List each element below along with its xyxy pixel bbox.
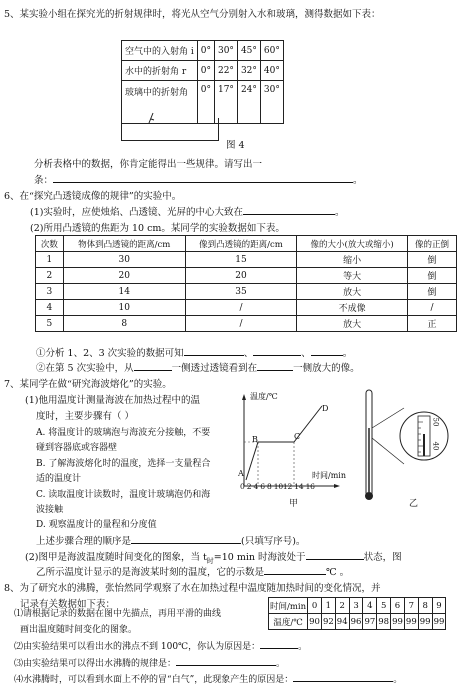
q6-sub2: ②在第 5 次实验中，从 一侧透过透镜看到在 一侧放大的像。 [36,360,360,374]
q7-intro: 7、某同学在做“研究海波熔化”的实验。 [4,379,172,390]
q7-part1-line2: 度时，主要步骤有（ ） [36,411,135,422]
answer-blank[interactable] [264,564,326,575]
table-row: 水中的折射角 r 0° 22° 32° 40° [122,61,284,81]
table-row: 空气中的入射角 i 0° 30° 45° 60° [122,41,284,61]
q7-part1-line1: (1)他用温度计测量海波在加热过程中的温 [25,395,200,406]
answer-blank[interactable] [253,345,301,356]
zoom-lead-line [372,438,404,464]
answer-blank[interactable] [293,671,393,682]
figure-caption: 图 4 [226,140,245,151]
table-row: 温度/℃ 90 92 94 96 97 98 99 99 99 99 [269,614,446,630]
q8-part1-cont: 画出温度随时间变化的图象。 [20,625,138,635]
point-b: B [252,435,258,444]
answer-blank[interactable] [53,172,353,183]
option-a: A. 将温度计的玻璃泡与海波充分接触，不要 [36,428,211,438]
q7-part3: 乙所示温度计显示的是海波某时刻的温度，它的示数是 ℃ 。 [36,564,349,578]
table-row: 1 30 15 缩小 倒 [36,252,457,268]
figure-label-yi: 乙 [409,499,419,509]
table-row: 玻璃中的折射角 0° 17° 24° 30° [122,81,284,124]
q8-intro-cont: 记录有关数据如下表： [20,599,116,610]
answer-blank[interactable] [311,345,343,356]
q7-order: 上述步骤合理的顺序是 (只填写序号)。 [36,533,305,547]
q6-part1: (1)实验时，应使烛焰、凸透镜、光屏的中心大致在 。 [30,204,344,218]
q8-part4: ⑷水沸腾时，可以看到水面上不停的冒“白气”，此现象产生的原因是： 。 [14,671,402,685]
thermometer-bulb [365,492,373,500]
option-c-cont: 波接触 [36,505,64,515]
q8-part3: ⑶由实验结果可以得出水沸腾的规律是： 。 [14,655,285,669]
thermometer-figure [360,388,460,506]
graph-xlabel: 时间/min [312,471,346,480]
answer-blank[interactable] [134,360,172,371]
answer-blank[interactable] [176,655,276,666]
answer-blank[interactable] [131,533,241,544]
table-header: 次数 物体到凸透镜的距离/cm 像到凸透镜的距离/cm 像的大小(放大或缩小) 像的正倒 [36,236,457,252]
table-row: 3 14 35 放大 倒 [36,284,457,300]
q6-part2: (2)所用凸透镜的焦距为 10 cm。某同学的实验数据如下表。 [30,223,285,234]
q7-part2: (2)图甲是海波温度随时间变化的图象，当 $t_时=10$ min 时海波处于 状态，图 [25,549,402,566]
q5-intro: 5、某实验小组在探究光的折射规律时，将光从空气分别射入水和玻璃，测得数据如下表： [4,9,381,20]
q5-task-line: 条： 。 [34,172,363,186]
answer-blank[interactable] [184,345,244,356]
table-row: 5 8 / 放大 正 [36,316,457,332]
figure-box [121,118,219,141]
q8-part2: ⑵由实验结果可以看出水的沸点不到 100℃，你认为原因是： 。 [14,638,307,652]
point-d: D [322,404,329,413]
y-axis-arrow-icon [242,394,246,400]
graph-ticks: 0 2 4 6 8 1012 14 16 [240,482,315,491]
option-c: C. 读取温度计读数时，温度计玻璃泡仍和海 [36,490,211,500]
q8-part1: ⑴请根据记录的数据在图中先描点，再用平滑的曲线 [14,609,222,619]
figure-label-jia: 甲 [289,499,299,509]
q8-intro: 8、为了研究水的沸腾，张怡然同学观察了水在加热过程中温度随加热时间的变化情况，并 [4,583,381,594]
therm-label-top: 50 [431,417,440,427]
answer-blank[interactable] [243,204,335,215]
q6-intro: 6、在“探究凸透镜成像的规律”的实验中。 [4,191,182,202]
boiling-table [268,597,446,630]
zoom-lead-line [372,408,404,428]
graph-ylabel: 温度/℃ [250,392,278,401]
pen-mark-icon [145,111,157,125]
x-axis-arrow-icon [334,484,340,488]
point-a: A [238,469,244,478]
lens-table [35,235,457,332]
option-d: D. 观察温度计的量程和分度值 [36,520,157,530]
option-b: B. 了解海波熔化时的温度，选择一支量程合 [36,459,211,469]
point-c: C [294,432,301,441]
option-b-cont: 适的温度计 [36,474,82,484]
answer-blank[interactable] [257,360,293,371]
option-a-cont: 碰到容器底或容器壁 [36,443,118,453]
answer-blank[interactable] [306,549,364,560]
table-row: 时间/min 0 1 2 3 4 5 6 7 8 9 [269,598,446,614]
table-row: 2 20 20 等大 倒 [36,268,457,284]
therm-label-bottom: 40 [431,441,440,451]
q5-task: 分析表格中的数据，你肯定能得出一些规律。请写出一 [34,159,263,170]
answer-blank[interactable] [260,638,298,649]
q6-sub1: ①分析 1、2、3 次实验的数据可知 、 、 。 [36,345,352,359]
table-row: 4 10 / 不成像 / [36,300,457,316]
